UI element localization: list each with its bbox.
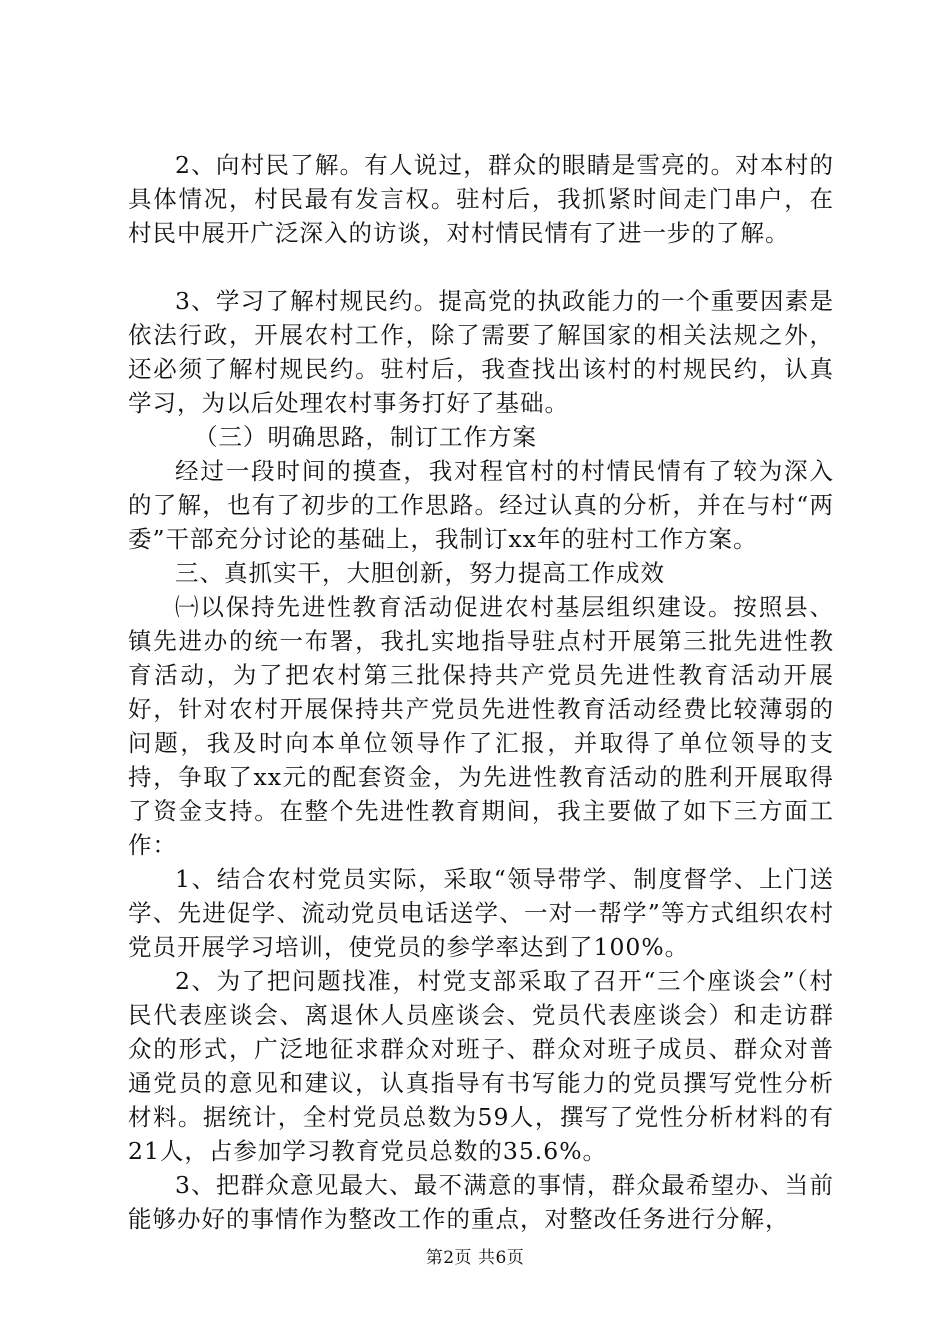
document-body [128,148,834,1236]
paragraph-rectification: 3、把群众意见最大、最不满意的事情，群众最希望办、当前能够办好的事情作为整改工作的重点，对整改任务进行分解， [128,1171,834,1233]
paragraph-advanced-education: ㈠以保持先进性教育活动促进农村基层组织建设。按照县、镇先进办的统一布署，我扎实地指导驻点村开展第三批先进性教育活动，为了把农村第三批保持共产党员先进性教育活动开展好，针对农村开展保持共产党员先进性教育活动经费比较薄弱的问题，我及时向本单位领导作了汇报，并取得了单位领导的支持，争取了xx元的配套资金，为先进性教育活动的胜利开展取得了资金支持。在整个先进性教育期间，我主要做了如下三方面工作： [128,593,834,859]
paragraph-village-rules: 3、学习了解村规民约。提高党的执政能力的一个重要因素是依法行政，开展农村工作，除了需要了解国家的相关法规之外，还必须了解村规民约。驻村后，我查找出该村的村规民约，认真学习，为以后处理农村事务打好了基础。 [128,287,834,417]
section-heading-work-plan: （三）明确思路，制订工作方案 [194,423,537,451]
paragraph-work-plan: 经过一段时间的摸查，我对程官村的村情民情有了较为深入的了解，也有了初步的工作思路。经过认真的分析，并在与村“两委”干部充分讨论的基础上，我制订xx年的驻村工作方案。 [128,457,834,553]
section-heading-practical-work: 三、真抓实干，大胆创新，努力提高工作成效 [175,559,665,587]
paragraph-visit-villagers: 2、向村民了解。有人说过，群众的眼睛是雪亮的。对本村的具体情况，村民最有发言权。驻村后，我抓紧时间走门串户，在村民中展开广泛深入的访谈，对村情民情有了进一步的了解。 [128,151,834,247]
paragraph-study-training: 1、结合农村党员实际，采取“领导带学、制度督学、上门送学、先进促学、流动党员电话送学、一对一帮学”等方式组织农村党员开展学习培训，使党员的参学率达到了100%。 [128,865,834,961]
page-footer: 第2页 共6页 [425,1248,525,1268]
paragraph-symposiums: 2、为了把问题找准，村党支部采取了召开“三个座谈会”（村民代表座谈会、离退休人员座谈会、党员代表座谈会）和走访群众的形式，广泛地征求群众对班子、群众对班子成员、群众对普通党员的意见和建议，认真指导有书写能力的党员撰写党性分析材料。据统计，全村党员总数为59人，撰写了党性分析材料的有21人，占参加学习教育党员总数的35.6%。 [128,967,834,1165]
